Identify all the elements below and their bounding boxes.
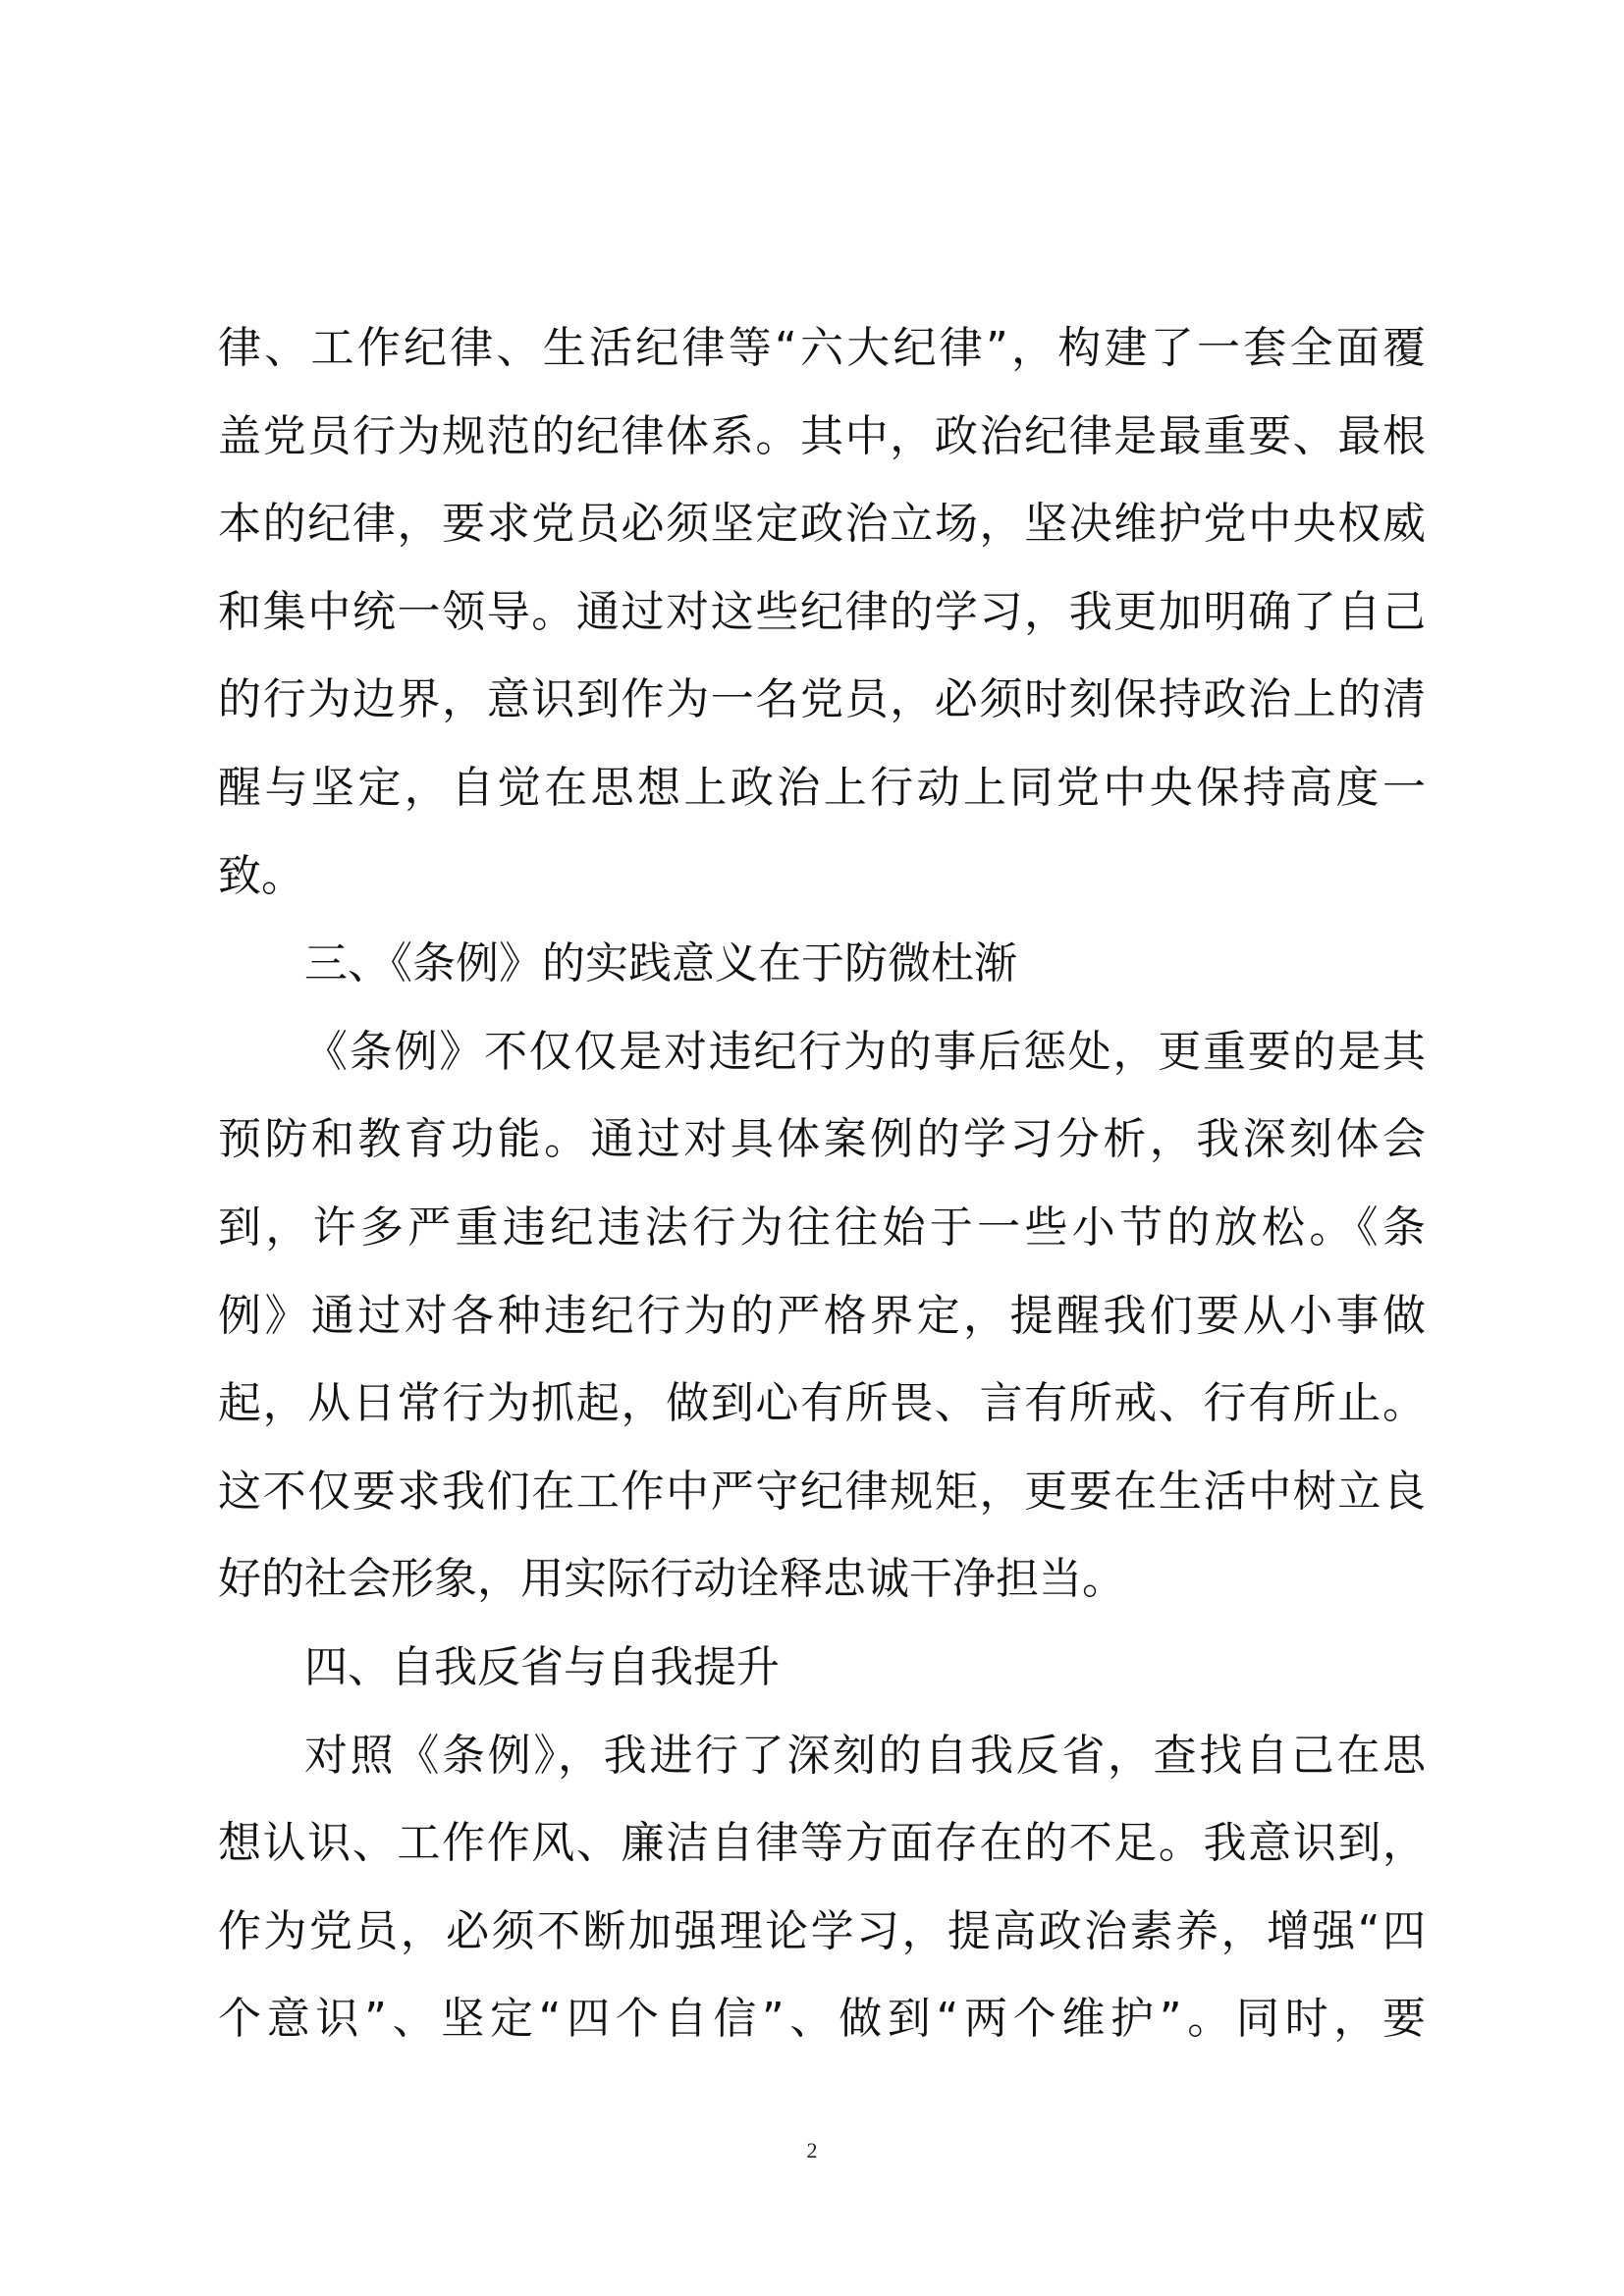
- text-line: 《条例》不仅仅是对违纪行为的事后惩处，更重要的是其: [304, 1026, 1426, 1077]
- section-heading: 三、《条例》的实践意义在于防微杜渐: [304, 938, 1017, 989]
- text-line: 个意识”、坚定“四个自信”、做到“两个维护”。同时，要: [218, 1994, 1426, 2045]
- text-line: 盖党员行为规范的纪律体系。其中，政治纪律是最重要、最根: [218, 410, 1426, 461]
- text-line: 起，从日常行为抓起，做到心有所畏、言有所戒、行有所止。: [218, 1378, 1426, 1429]
- text-line: 作为党员，必须不断加强理论学习，提高政治素养，增强“四: [218, 1905, 1426, 1956]
- text-line: 到，许多严重违纪违法行为往往始于一些小节的放松。《条: [218, 1201, 1426, 1253]
- text-line: 想认识、工作作风、廉洁自律等方面存在的不足。我意识到，: [218, 1818, 1426, 1869]
- text-line: 对照《条例》，我进行了深刻的自我反省，查找自己在思: [304, 1730, 1426, 1781]
- text-line: 和集中统一领导。通过对这些纪律的学习，我更加明确了自己: [218, 586, 1426, 637]
- body-text: [218, 304, 1426, 2063]
- text-line: 醒与坚定，自觉在思想上政治上行动上同党中央保持高度一: [218, 762, 1426, 813]
- text-line: 律、工作纪律、生活纪律等“六大纪律”，构建了一套全面覆: [218, 323, 1426, 373]
- text-line: 本的纪律，要求党员必须坚定政治立场，坚决维护党中央权威: [218, 499, 1426, 550]
- text-line: 的行为边界，意识到作为一名党员，必须时刻保持政治上的清: [218, 674, 1426, 725]
- section-heading: 四、自我反省与自我提升: [304, 1641, 780, 1692]
- text-line: 例》通过对各种违纪行为的严格界定，提醒我们要从小事做: [218, 1290, 1426, 1341]
- page-number: 2: [806, 2138, 818, 2163]
- text-line: 致。: [218, 850, 304, 901]
- text-line: 预防和教育功能。通过对具体案例的学习分析，我深刻体会: [218, 1114, 1426, 1165]
- text-line: 这不仅要求我们在工作中严守纪律规矩，更要在生活中树立良: [218, 1466, 1426, 1517]
- text-line: 好的社会形象，用实际行动诠释忠诚干净担当。: [218, 1554, 1125, 1605]
